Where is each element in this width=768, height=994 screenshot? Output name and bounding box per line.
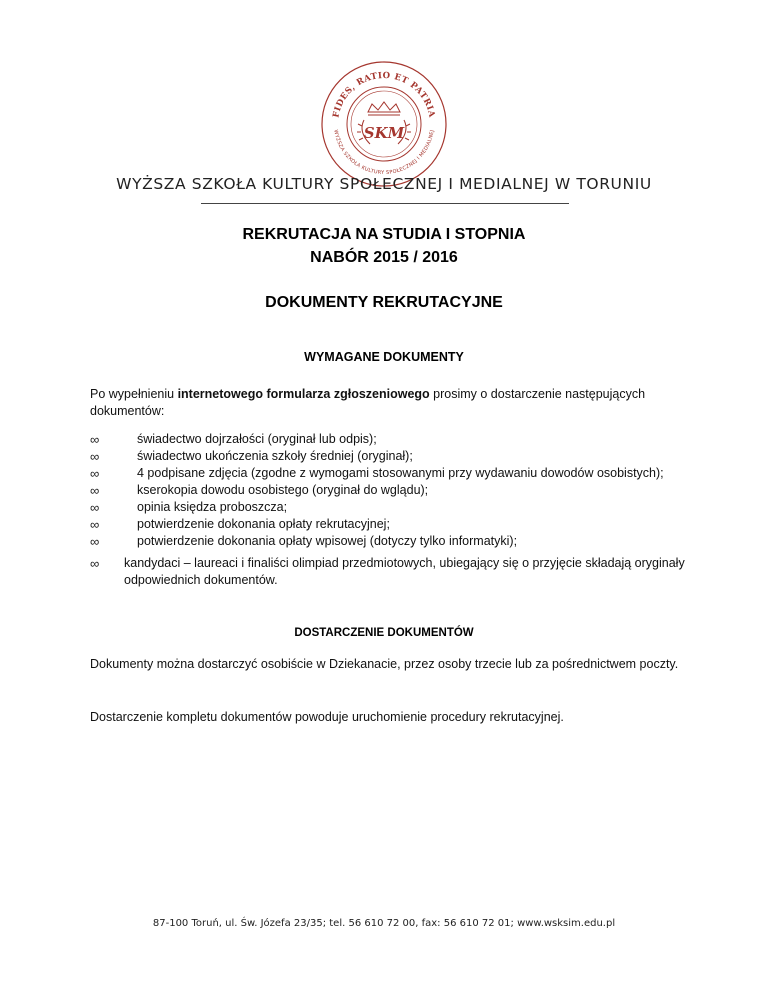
intro-text-after: prosimy o dostarczenie następujących dokumentów: [90, 387, 646, 418]
list-item-text: potwierdzenie dokonania opłaty rekrutacyjnej; [137, 517, 390, 531]
title-line-3: DOKUMENTY REKRUTACYJNE [265, 294, 503, 311]
list-item-text: potwierdzenie dokonania opłaty wpisowej (dotyczy tylko informatyki); [137, 534, 518, 548]
bullet-icon: ∞ [90, 449, 100, 464]
bullet-icon: ∞ [90, 556, 100, 571]
seal-monogram: SKM [363, 124, 405, 142]
delivery-paragraph-2: Dostarczenie kompletu dokumentów powoduje uruchomienie procedury rekrutacyjnej. [90, 710, 564, 724]
seal-motto: FIDES, RATIO ET PATRIA [331, 70, 437, 119]
list-item-text: 4 podpisane zdjęcia (zgodne z wymogami stosowanymi przy wydawaniu dowodów osobistych); [137, 466, 664, 480]
list-item-text: opinia księdza proboszcza; [137, 500, 288, 514]
list-item [90, 533, 690, 550]
list-item-text: kserokopia dowodu osobistego (oryginał do wglądu); [137, 483, 429, 497]
list-item [90, 555, 690, 589]
bullet-icon: ∞ [90, 483, 100, 498]
online-form-reference: internetowego formularza zgłoszeniowego [177, 387, 430, 401]
title-line-1: REKRUTACJA NA STUDIA I STOPNIA [242, 226, 526, 243]
list-item-text: kandydaci – laureaci i finaliści olimpiad przedmiotowych, ubiegający się o przyjęcie składają oryginały odpowiednich dokumentów. [124, 556, 685, 587]
list-item [90, 482, 690, 499]
bullet-icon: ∞ [90, 534, 100, 549]
seal-ring-text: WYŻSZA SZKOŁA KULTURY SPOŁECZNEJ I MEDIALNEJ [332, 129, 436, 177]
bullet-icon: ∞ [90, 466, 100, 481]
list-item [90, 448, 690, 465]
list-item-text: świadectwo dojrzałości (oryginał lub odpis); [137, 432, 377, 446]
list-item [90, 465, 690, 482]
required-documents-heading: WYMAGANE DOKUMENTY [304, 350, 464, 364]
required-documents-list [90, 431, 690, 589]
delivery-paragraph-1: Dokumenty można dostarczyć osobiście w Dziekanacie, przez osoby trzecie lub za pośrednictwem poczty. [90, 657, 679, 671]
list-item [90, 516, 690, 533]
list-item [90, 499, 690, 516]
title-line-2: NABÓR 2015 / 2016 [310, 249, 458, 266]
required-intro-paragraph [90, 386, 690, 420]
svg-text:FIDES, RATIO ET PATRIA [331, 71, 436, 119]
school-name: WYŻSZA SZKOŁA KULTURY SPOŁECZNEJ I MEDIALNEJ W TORUNIU [116, 175, 652, 193]
bullet-icon: ∞ [90, 432, 100, 447]
delivery-heading: DOSTARCZENIE DOKUMENTÓW [294, 627, 474, 639]
header-divider [201, 203, 569, 204]
list-item-text: świadectwo ukończenia szkoły średniej (oryginał); [137, 449, 413, 463]
list-item [90, 431, 690, 448]
bullet-icon: ∞ [90, 517, 100, 532]
university-seal-logo [320, 60, 448, 188]
bullet-icon: ∞ [90, 500, 100, 515]
intro-text-before: Po wypełnieniu [90, 387, 178, 401]
footer-address: 87-100 Toruń, ul. Św. Józefa 23/35; tel. 56 610 72 00, fax: 56 610 72 01; www.wsksim.edu.pl [152, 918, 616, 929]
